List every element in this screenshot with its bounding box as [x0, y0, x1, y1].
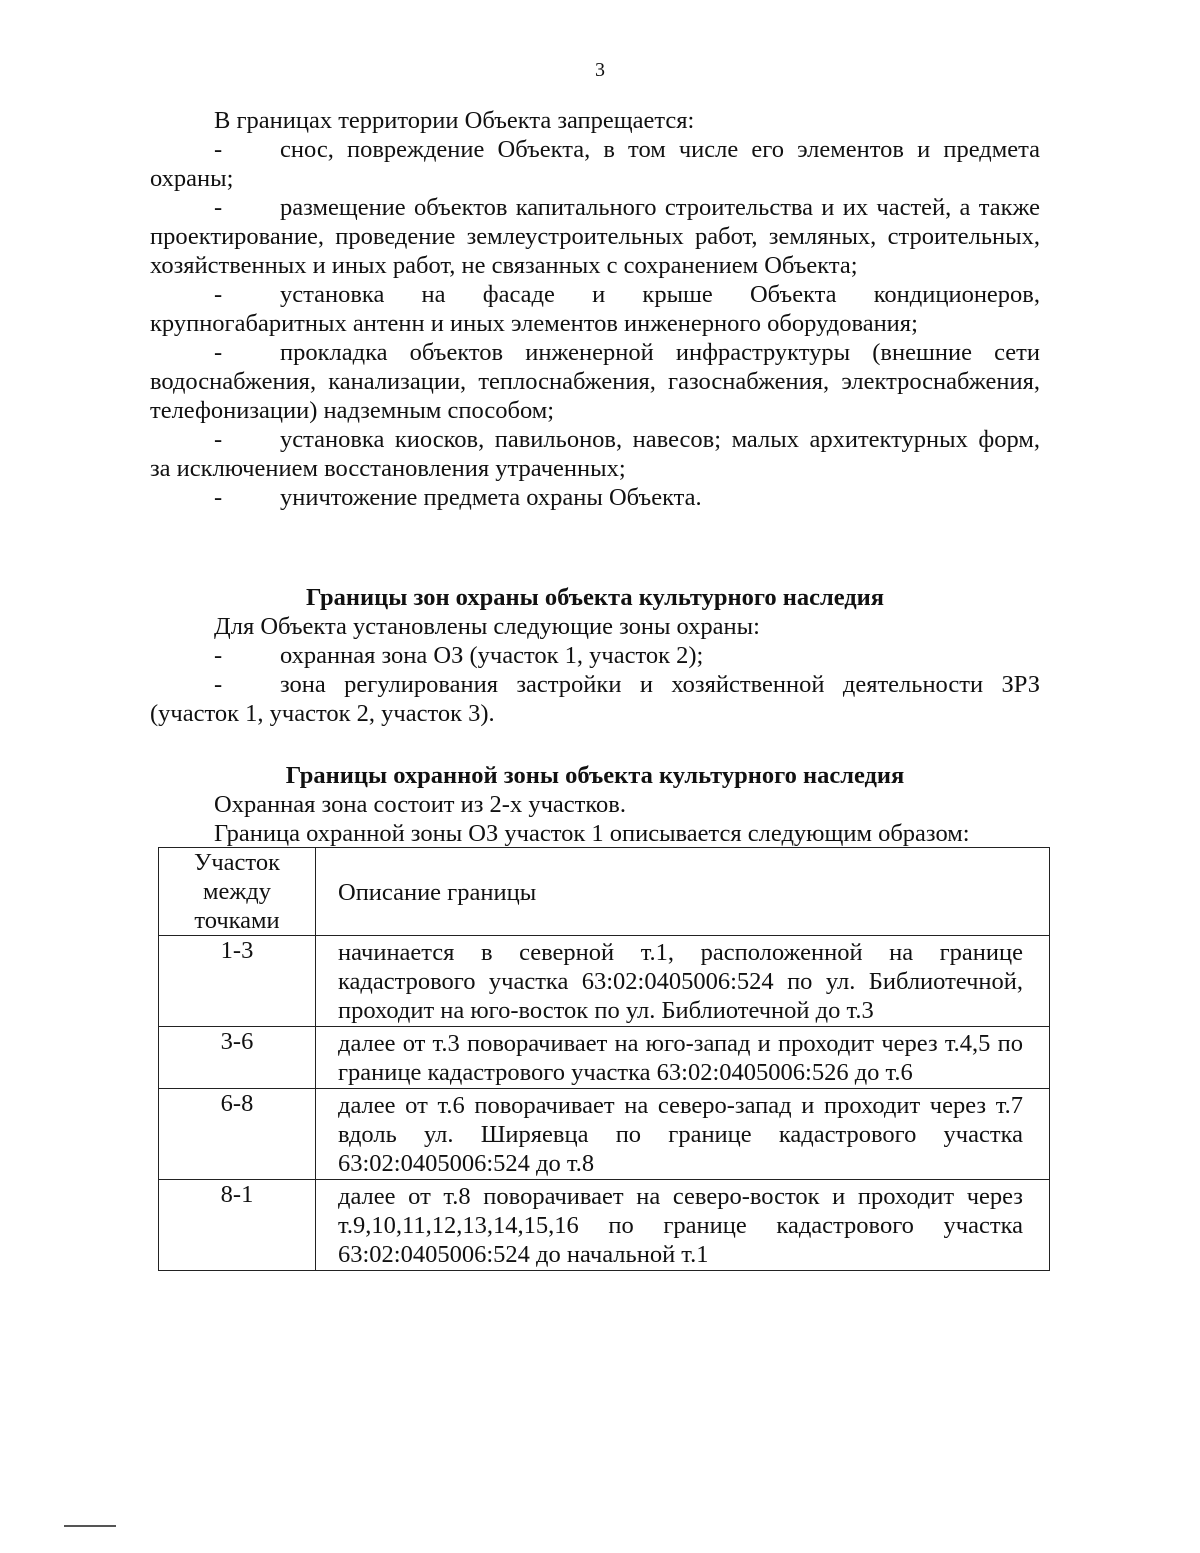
- zones-intro: Для Объекта установлены следующие зоны охраны:: [214, 613, 760, 640]
- prohibitions-block: [150, 106, 1040, 512]
- bullet-dash: -: [214, 281, 223, 308]
- row-description: далее от т.6 поворачивает на северо-запад и проходит через т.7 вдоль ул. Ширяевца по границе кадастрового участка 63:02:0405006:524 до т.8: [316, 1089, 1050, 1180]
- row-description: далее от т.3 поворачивает на юго-запад и проходит через т.4,5 по границе кадастрового участка 63:02:0405006:526 до т.6: [316, 1027, 1050, 1089]
- zone-item: - охранная зона ОЗ (участок 1, участок 2);: [214, 642, 704, 669]
- header-points: Участок между точками: [159, 848, 316, 936]
- prohibition-item: - установка на фасаде и крыше Объекта кондиционеров, крупногабаритных антенн и иных элементов инженерного оборудования;: [150, 281, 1040, 337]
- table-row: [159, 1089, 1050, 1180]
- section-heading: Границы охранной зоны объекта культурного наследия: [285, 762, 905, 789]
- table-header-row: [159, 848, 1050, 936]
- bullet-dash: -: [214, 484, 223, 511]
- row-description: далее от т.8 поворачивает на северо-восток и проходит через т.9,10,11,12,13,14,15,16 по границе кадастрового участка 63:02:0405006:524 до начальной т.1: [316, 1180, 1050, 1271]
- table-row: [159, 1180, 1050, 1271]
- prohibition-item: - прокладка объектов инженерной инфраструктуры (внешние сети водоснабжения, канализации, теплоснабжения, газоснабжения, электроснабжения, телефонизации) надземным способом;: [150, 339, 1040, 424]
- row-points: 1-3: [159, 936, 316, 1027]
- page-number: 3: [595, 59, 605, 81]
- zone-parts-line: Охранная зона состоит из 2-х участков.: [214, 791, 626, 818]
- prohibition-item: - уничтожение предмета охраны Объекта.: [214, 484, 702, 511]
- boundary-table: [158, 847, 1050, 1271]
- bullet-dash: -: [214, 642, 223, 669]
- header-description: Описание границы: [316, 848, 1050, 936]
- scan-artifact-line: [64, 1525, 116, 1527]
- prohibition-item: - снос, повреждение Объекта, в том числе его элементов и предмета охраны;: [150, 136, 1040, 192]
- prohibition-item: - размещение объектов капитального строительства и их частей, а также проектирование, проведение землеустроительных работ, земляных, строительных, хозяйственных и иных работ, не связанных с сохранением Объекта;: [150, 194, 1040, 279]
- row-points: 3-6: [159, 1027, 316, 1089]
- bullet-dash: -: [214, 194, 223, 221]
- section-heading: Границы зон охраны объекта культурного наследия: [305, 584, 885, 611]
- boundary-description-line: Граница охранной зоны ОЗ участок 1 описывается следующим образом:: [214, 820, 970, 847]
- row-points: 6-8: [159, 1089, 316, 1180]
- bullet-dash: -: [214, 671, 223, 698]
- prohibitions-intro: В границах территории Объекта запрещается:: [214, 107, 695, 134]
- table-row: [159, 1027, 1050, 1089]
- bullet-dash: -: [214, 339, 223, 366]
- protection-zone-section: [150, 761, 1040, 848]
- prohibition-item: - установка киосков, павильонов, навесов; малых архитектурных форм, за исключением восстановления утраченных;: [150, 426, 1040, 482]
- table-row: [159, 936, 1050, 1027]
- row-description: начинается в северной т.1, расположенной на границе кадастрового участка 63:02:0405006:524 по ул. Библиотечной, проходит на юго-восток по ул. Библиотечной до т.3: [316, 936, 1050, 1027]
- zones-section: [150, 583, 1040, 728]
- bullet-dash: -: [214, 426, 223, 453]
- bullet-dash: -: [214, 136, 223, 163]
- zone-item: - зона регулирования застройки и хозяйственной деятельности ЗРЗ (участок 1, участок 2, участок 3).: [150, 671, 1040, 727]
- row-points: 8-1: [159, 1180, 316, 1271]
